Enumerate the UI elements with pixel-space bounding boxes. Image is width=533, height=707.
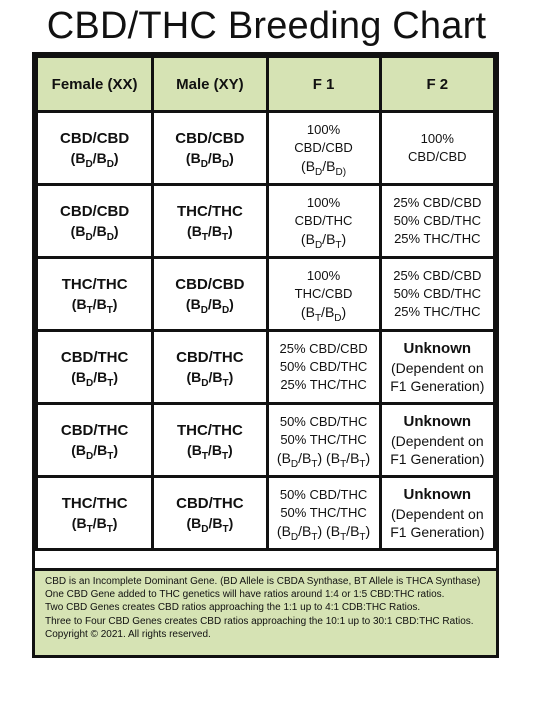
f1-line: 25% CBD/CBD xyxy=(279,341,368,356)
f2-line: 50% CBD/THC xyxy=(393,286,482,301)
male-cell xyxy=(153,331,267,404)
footer-line: CBD is an Incomplete Dominant Gene. (BD Allele is CBDA Synthase, BT Allele is THCA Synthase) xyxy=(45,576,481,587)
allele-notation: $(B_D/B_D)$ xyxy=(185,150,234,170)
f2-unknown: Unknown xyxy=(403,486,472,503)
copyright: Copyright © 2021. All rights reserved. xyxy=(45,628,211,640)
genotype-label: CBD/CBD xyxy=(175,130,245,147)
allele-notation: $(B_D/B_T)$ xyxy=(300,231,347,251)
genotype-label: THC/THC xyxy=(61,276,128,293)
f1-cell xyxy=(267,185,380,258)
f1-cell xyxy=(267,258,380,331)
f2-cell xyxy=(380,112,494,185)
male-cell xyxy=(153,258,267,331)
f1-cell xyxy=(267,331,380,404)
male-cell xyxy=(153,185,267,258)
f2-line: 100% xyxy=(420,131,454,146)
f2-line: 25% CBD/CBD xyxy=(393,268,482,283)
header-male: Male (XY) xyxy=(153,57,267,112)
genotype-label: CBD/THC xyxy=(176,349,244,366)
genotype-label: CBD/THC xyxy=(60,422,129,439)
genotype-label: CBD/CBD xyxy=(60,130,130,147)
f2-line: CBD/CBD xyxy=(408,149,467,164)
breeding-chart xyxy=(32,52,499,658)
f1-line: 50% CBD/THC xyxy=(279,359,368,374)
page-title: CBD/THC Breeding Chart xyxy=(46,5,487,47)
f2-line: (Dependent on xyxy=(390,360,484,376)
footer-line: Two CBD Genes creates CBD ratios approaching the 1:1 up to 4:1 CDB:THC Ratios. xyxy=(45,602,421,614)
f1-percent: 100% xyxy=(306,268,341,283)
allele-notation: $(B_T/B_T)$ xyxy=(71,296,118,316)
female-cell xyxy=(37,331,153,404)
header-f2: F 2 xyxy=(380,57,494,112)
header-female: Female (XX) xyxy=(37,57,153,112)
allele-notation: $(B_D/B_D)$ xyxy=(70,150,119,170)
allele-notation: $(B_D/B_T)$ $(B_T/B_T)$ xyxy=(276,450,371,470)
f2-line: F1 Generation) xyxy=(390,451,485,467)
f2-line: 25% THC/THC xyxy=(394,304,481,319)
f2-unknown: Unknown xyxy=(403,340,472,357)
male-cell xyxy=(153,404,267,477)
allele-notation: $(B_T/B_D)$ xyxy=(300,304,347,324)
female-cell xyxy=(37,477,153,550)
female-cell xyxy=(37,404,153,477)
f1-line: 25% THC/THC xyxy=(280,377,367,392)
table-row xyxy=(37,404,495,477)
f1-genotype: THC/CBD xyxy=(294,286,353,301)
f1-percent: 100% xyxy=(306,195,341,210)
f1-line: 50% THC/THC xyxy=(280,505,367,520)
table-row xyxy=(37,258,495,331)
f1-cell xyxy=(267,112,380,185)
allele-notation: $(B_T/B_T)$ xyxy=(71,515,118,535)
f2-line: (Dependent on xyxy=(390,506,484,522)
f1-cell xyxy=(267,477,380,550)
allele-notation: $(B_D/B_T)$ xyxy=(186,515,234,535)
table-header-row xyxy=(37,57,495,112)
genotype-label: CBD/CBD xyxy=(60,203,130,220)
f2-line: 25% CBD/CBD xyxy=(393,195,482,210)
allele-notation: $(B_D/B_D)$ xyxy=(185,296,234,316)
f2-unknown: Unknown xyxy=(403,413,472,430)
f1-line: 50% THC/THC xyxy=(280,432,367,447)
f2-line: 50% CBD/THC xyxy=(393,213,482,228)
female-cell xyxy=(37,258,153,331)
f2-cell xyxy=(380,331,494,404)
genotype-label: CBD/CBD xyxy=(175,276,245,293)
table-row xyxy=(37,185,495,258)
table-row xyxy=(37,477,495,550)
female-cell xyxy=(37,112,153,185)
allele-notation: $(B_D/B_T)$ xyxy=(186,369,234,389)
genotype-label: CBD/THC xyxy=(60,349,129,366)
male-cell xyxy=(153,477,267,550)
f1-percent: 100% xyxy=(306,122,341,137)
f2-line: F1 Generation) xyxy=(390,524,485,540)
breeding-table xyxy=(35,55,496,551)
genotype-label: CBD/THC xyxy=(176,495,244,512)
f1-genotype: CBD/THC xyxy=(294,213,353,228)
table-row xyxy=(37,331,495,404)
allele-notation: $(B_D/B_T)$ xyxy=(71,442,119,462)
footer-line: Three to Four CBD Genes creates CBD ratios approaching the 10:1 up to 30:1 CBD:THC Ratios. xyxy=(45,615,474,627)
allele-notation: $(B_D/B_D)$ xyxy=(70,223,119,243)
allele-notation: $(B_T/B_T)$ xyxy=(187,442,233,462)
footer-notes xyxy=(35,568,496,655)
f2-cell xyxy=(380,477,494,550)
header-f1: F 1 xyxy=(267,57,380,112)
allele-notation: $(B_D/B_T)$ $(B_T/B_T)$ xyxy=(276,523,371,543)
f1-line: 50% CBD/THC xyxy=(279,414,368,429)
f2-cell xyxy=(380,404,494,477)
f2-line: F1 Generation) xyxy=(390,378,485,394)
f1-cell xyxy=(267,404,380,477)
allele-notation: $(B_T/B_T)$ xyxy=(187,223,233,243)
f2-line: 25% THC/THC xyxy=(394,231,481,246)
f2-line: (Dependent on xyxy=(390,433,484,449)
f1-genotype: CBD/CBD xyxy=(294,140,353,155)
genotype-label: THC/THC xyxy=(176,203,243,220)
genotype-label: THC/THC xyxy=(61,495,128,512)
footer-line: One CBD Gene added to THC genetics will have ratios around 1:4 or 1:5 CBD:THC ratios. xyxy=(45,589,445,601)
f2-cell xyxy=(380,258,494,331)
table-row xyxy=(37,112,495,185)
f1-line: 50% CBD/THC xyxy=(279,487,368,502)
genotype-label: THC/THC xyxy=(176,422,243,439)
allele-notation: $(B_D/B_T)$ xyxy=(71,369,119,389)
allele-notation: ($B_D/B_{D)}$ xyxy=(301,158,347,178)
male-cell xyxy=(153,112,267,185)
f2-cell xyxy=(380,185,494,258)
female-cell xyxy=(37,185,153,258)
